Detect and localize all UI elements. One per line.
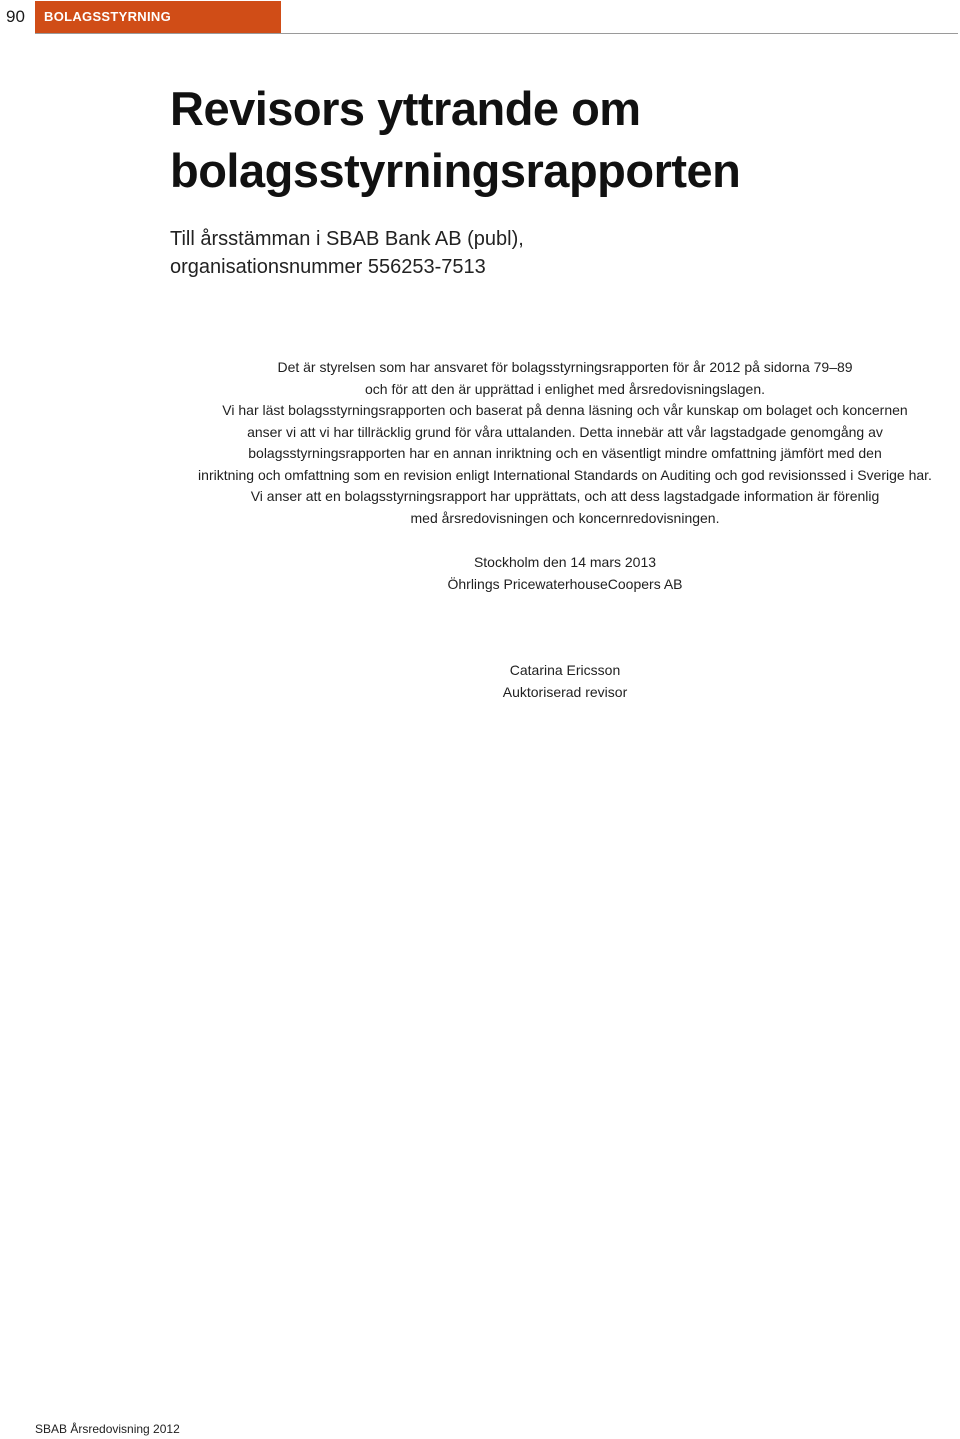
signature-block bbox=[170, 659, 960, 703]
body-line: med årsredovisningen och koncernredovisningen. bbox=[410, 509, 720, 526]
body-line: och för att den är upprättad i enlighet med årsredovisningslagen. bbox=[364, 380, 766, 397]
body-line: Det är styrelsen som har ansvaret för bolagsstyrningsrapporten för år 2012 på sidorna 79–89 bbox=[277, 359, 853, 375]
title-line: bolagsstyrningsrapporten bbox=[170, 144, 741, 197]
statement-body bbox=[170, 357, 960, 529]
page-number: 90 bbox=[6, 7, 25, 26]
signoff bbox=[170, 551, 960, 595]
audit-firm: Öhrlings PricewaterhouseCoopers AB bbox=[447, 576, 683, 592]
header-rule bbox=[35, 33, 958, 34]
addressee-line: organisationsnummer 556253-7513 bbox=[170, 256, 486, 278]
signatory-role: Auktoriserad revisor bbox=[502, 684, 628, 700]
place-date: Stockholm den 14 mars 2013 bbox=[473, 554, 657, 570]
addressee bbox=[170, 225, 524, 281]
body-line: Vi anser att en bolagsstyrningsrapport har upprättats, och att dess lagstadgade information är förenlig bbox=[250, 488, 880, 504]
body-line: Vi har läst bolagsstyrningsrapporten och baserat på denna läsning och vår kunskap om bolaget och koncernen bbox=[222, 402, 908, 418]
body-line: anser vi att vi har tillräcklig grund för våra uttalanden. Detta innebär att vår lagstadgade genomgång av bbox=[247, 423, 883, 440]
body-line: inriktning och omfattning som en revision enligt International Standards on Auditing och god revisionssed i Sverige har. bbox=[198, 466, 932, 483]
section-tab: BOLAGSSTYRNING bbox=[35, 1, 281, 33]
title-line: Revisors yttrande om bbox=[170, 82, 641, 135]
addressee-line: Till årsstämman i SBAB Bank AB (publ), bbox=[170, 228, 524, 250]
signatory-name: Catarina Ericsson bbox=[509, 662, 621, 678]
page-title bbox=[170, 78, 930, 202]
body-line: bolagsstyrningsrapporten har en annan inriktning och en väsentligt mindre omfattning jämfört med den bbox=[248, 445, 882, 461]
footer-publication: SBAB Årsredovisning 2012 bbox=[35, 1422, 180, 1436]
